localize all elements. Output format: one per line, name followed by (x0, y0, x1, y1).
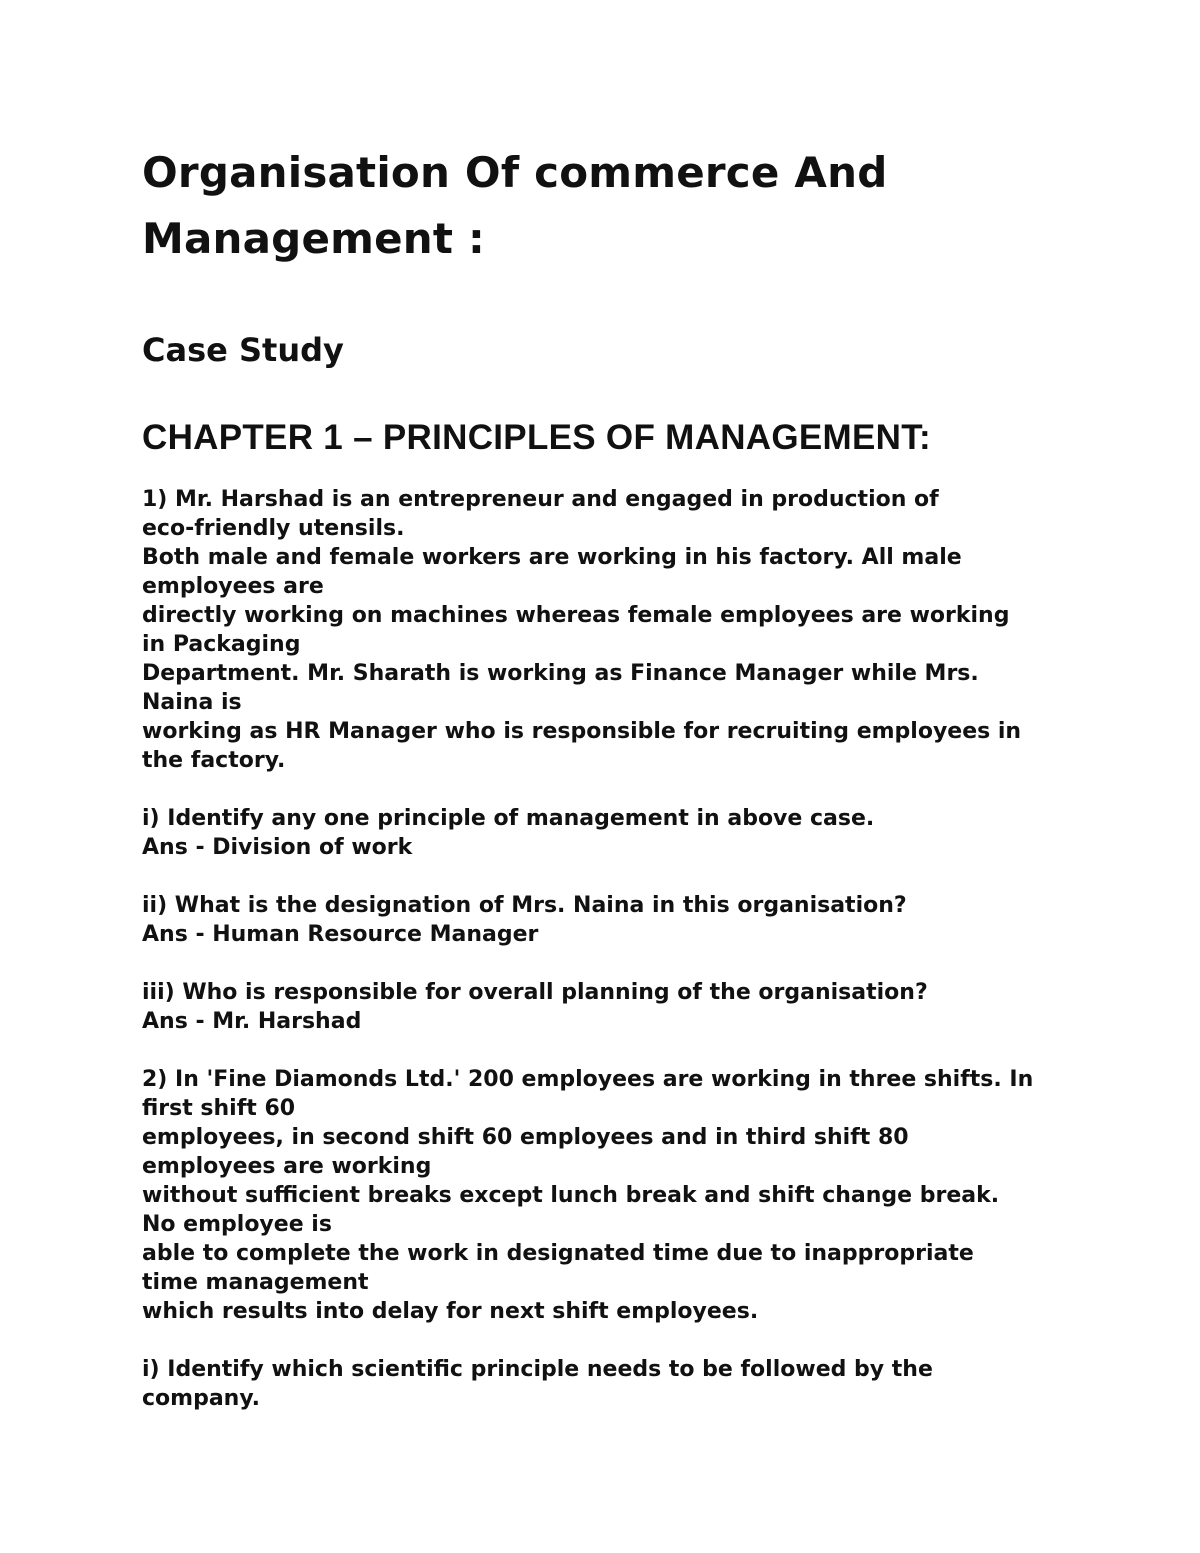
case-1-line: Naina is (142, 690, 242, 715)
question-text: i) Identify any one principle of management in above case. (142, 806, 875, 831)
case-2-line: employees, in second shift 60 employees and in third shift 80 (142, 1125, 909, 1150)
case-2-line: 2) In 'Fine Diamonds Ltd.' 200 employees are working in three shifts. In (142, 1067, 1034, 1092)
answer-text: Ans - Human Resource Manager (142, 922, 539, 947)
case-1-line: Department. Mr. Sharath is working as Finance Manager while Mrs. (142, 661, 979, 686)
question-text: i) Identify which scientific principle needs to be followed by the (142, 1357, 933, 1382)
case-1-question-3 (142, 978, 1072, 1036)
paragraph-gap (142, 949, 1072, 978)
case-2-line: without sufficient breaks except lunch break and shift change break. (142, 1183, 1000, 1208)
document-title (142, 140, 1072, 272)
case-1-line: 1) Mr. Harshad is an entrepreneur and engaged in production of (142, 487, 939, 512)
question-text: company. (142, 1386, 261, 1411)
case-1-line: working as HR Manager who is responsible for recruiting employees in (142, 719, 1022, 744)
paragraph-gap (142, 1326, 1072, 1355)
case-1-question-1 (142, 804, 1072, 862)
case-2-line: No employee is (142, 1212, 332, 1237)
paragraph-gap (142, 1036, 1072, 1065)
case-2-paragraph (142, 1065, 1072, 1326)
case-2-line: employees are working (142, 1154, 432, 1179)
answer-text: Ans - Mr. Harshad (142, 1009, 362, 1034)
document-body (142, 485, 1072, 1413)
question-text: ii) What is the designation of Mrs. Naina in this organisation? (142, 893, 907, 918)
case-2-question-1 (142, 1355, 1072, 1413)
document-title-line: Organisation Of commerce And (142, 148, 888, 197)
case-1-line: in Packaging (142, 632, 301, 657)
case-1-paragraph (142, 485, 1072, 775)
case-1-line: eco-friendly utensils. (142, 516, 405, 541)
document-title-line: Management : (142, 214, 485, 263)
case-1-question-2 (142, 891, 1072, 949)
case-2-line: first shift 60 (142, 1096, 296, 1121)
section-title: Case Study (142, 331, 344, 369)
paragraph-gap (142, 862, 1072, 891)
case-1-line: the factory. (142, 748, 286, 773)
case-1-line: Both male and female workers are working in his factory. All male (142, 545, 962, 570)
chapter-title: CHAPTER 1 – PRINCIPLES OF MANAGEMENT: (142, 418, 931, 457)
case-2-line: time management (142, 1270, 369, 1295)
case-1-line: directly working on machines whereas female employees are working (142, 603, 1010, 628)
case-2-line: able to complete the work in designated time due to inappropriate (142, 1241, 974, 1266)
paragraph-gap (142, 775, 1072, 804)
answer-text: Ans - Division of work (142, 835, 413, 860)
question-text: iii) Who is responsible for overall planning of the organisation? (142, 980, 928, 1005)
case-1-line: employees are (142, 574, 324, 599)
case-2-line: which results into delay for next shift employees. (142, 1299, 759, 1324)
document-page (142, 140, 1072, 1411)
